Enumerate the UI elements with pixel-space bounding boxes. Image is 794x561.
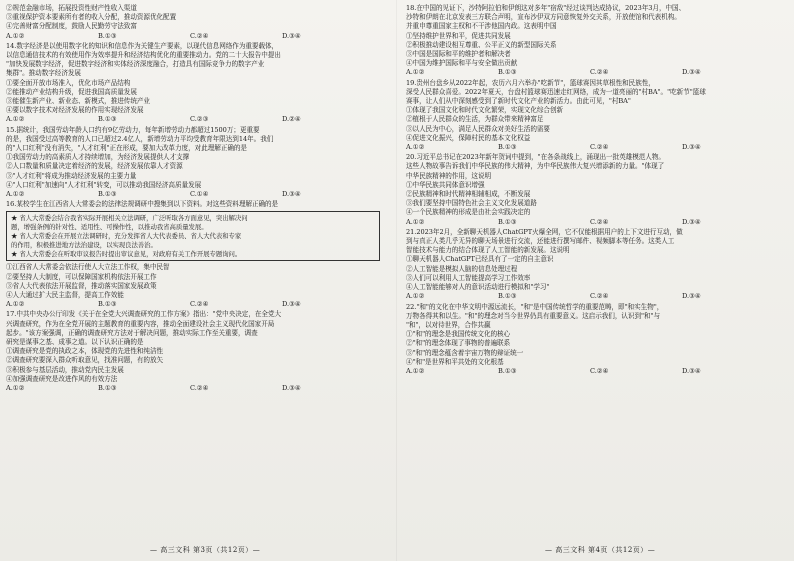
option-a: A.①② <box>6 300 25 309</box>
stem-line: 22."和"的文化在中华文明中源远流长，"和"是中国传统哲学的重要范畴，即"和实生物"， <box>406 302 664 311</box>
q13-tail <box>6 4 380 41</box>
box-line: ★ 省人大常委会在听取审议报告时提出审议意见，对政府有关工作开展专题询问。 <box>11 249 242 258</box>
option-d: D.③④ <box>682 68 701 77</box>
material-box <box>6 211 380 261</box>
item-line: ④"人口红利"加速向"人才红利"转变，可以推动我国经济高质量发展 <box>6 180 202 189</box>
question-16 <box>6 200 380 309</box>
item-line: ④促进文化振兴，保障村民的基本文化权益 <box>406 133 531 142</box>
stem-line: 18.在中国的见证下，沙特阿拉伯和伊朗这对多年"宿敌"经过谈判达成协议，2023年3月，中国、 <box>406 4 686 12</box>
page-footer-left: — 高三文科 第3页（共12页）— <box>150 546 261 554</box>
question-22 <box>406 303 786 377</box>
option-d: D.②④ <box>282 115 301 124</box>
stem-line: 15.据统计，我国劳动年龄人口约有9亿劳动力，每年新增劳动力都超过1500万；更重要 <box>6 125 260 134</box>
item-line: ③省人大代表依法开展监督，推动落实国家发展政策 <box>6 281 157 290</box>
stem-line: 中华民族精神的作用，这说明 <box>406 171 492 180</box>
option-b: B.①③ <box>98 384 117 393</box>
stem-line: 并重申尊重国家主权和不干涉他国内政。这表明中国 <box>406 22 557 31</box>
item-line: ②人工智能是模拟人脑的信息处理过程 <box>406 264 518 273</box>
option-c: C.②④ <box>190 384 209 393</box>
item-line: ③以人民为中心，满足人民群众对美好生活的需要 <box>406 124 550 133</box>
answer-options <box>6 115 380 124</box>
item-line: ③"和"的理念蕴含着宇宙万物的辩证统一 <box>406 348 524 357</box>
option-c: C.②④ <box>590 68 609 77</box>
answer-options <box>6 32 380 41</box>
item-line: ③中国是国际和平的维护者和解决者 <box>406 50 511 59</box>
stem-line: 21.2023年2月，全新聊天机器人ChatGPT火爆全网，它不仅能根据用户的上下文进行互动，做 <box>406 227 683 236</box>
answer-options <box>406 143 786 152</box>
option-d: D.③④ <box>682 292 701 301</box>
option-c: C.②④ <box>190 31 209 40</box>
stem-line: 16.某校学生在江西省人大常委会的法律法规调研中搜集到以下资料。对这些资料理解正确的是 <box>6 200 279 209</box>
stem-line: 深受人民群众喜爱。2022年夏天，台盘村篮球赛迅速走红网络，成为一道亮丽的"村BA"。"吃新节"篮球 <box>406 87 706 96</box>
answer-options <box>6 190 380 199</box>
item-line: ④"和"是世界和平共处的文化根基 <box>406 357 504 366</box>
item-line: ①体现了我国文化和时代文化繁荣，实现文化综合创新 <box>406 106 564 115</box>
item-line: ④一个民族精神的形成是由社会实践决定的 <box>406 208 531 217</box>
option-c: C.②④ <box>190 300 209 309</box>
stem-line: 智能技术与能力的结合体现了人工智能的新发展。这说明 <box>406 246 570 255</box>
stem-line: 起步。"该方案强调，正确的调查研究方法对于解决问题，推动实际工作至关重要，调查 <box>6 328 258 337</box>
answer-options <box>406 292 786 301</box>
option-d: D.③④ <box>282 300 301 309</box>
option-a: A.①② <box>6 115 25 124</box>
question-19 <box>406 79 786 153</box>
option-a: A.①② <box>406 68 425 77</box>
option-a: A.①② <box>406 366 425 375</box>
item-line: ②人口数量和质量决定着经济的发展，经济发展依靠人才资源 <box>6 162 183 171</box>
item-line: ④人工智能能够对人的意识活动进行模拟和"学习" <box>406 283 550 292</box>
option-c: C.②④ <box>590 217 609 226</box>
option-a: A.①② <box>6 190 25 199</box>
stem-line: 的"人口红利"没有消失，"人才红利"正在形成，要加大改革力度，对此理解正确的是 <box>6 144 247 153</box>
stem-line: 20.习近平总书记在2023年新年贺词中提到，"在各条战线上，涌现出一批英雄模范人物。 <box>406 153 665 162</box>
item-line: ②积极推动建设相互尊重、公平正义的新型国际关系 <box>406 40 557 49</box>
stem-line: 以信息通信技术的有效使用作为效率提升和经济结构优化的重要推动力。党的二十大报告中提出 <box>6 51 281 60</box>
option-c: C.②④ <box>590 143 609 152</box>
item-line: ①我国劳动力的高素质人才持续增加，为经济发展提供人才支撑 <box>6 153 190 162</box>
question-18 <box>406 4 786 78</box>
stem-line: 沙特和伊朗在北京发表三方联合声明，宣布沙伊双方同意恢复外交关系，开放使馆和代表机构。 <box>406 13 681 22</box>
item-line: ③积极参与基层活动，推动党内民主发展 <box>6 365 124 374</box>
stem-line: "加快发展数字经济，促进数字经济和实体经济深度融合，打造具有国际竞争力的数字产业 <box>6 60 265 69</box>
item-line: ②民族精神和时代精神相辅相成，不断发展 <box>406 190 531 199</box>
item-line: ①中华民族共同体意识增强 <box>406 180 485 189</box>
option-a: A.①② <box>6 31 25 40</box>
question-15 <box>6 126 380 200</box>
option-d: D.③④ <box>682 366 701 375</box>
option-a: A.①② <box>406 143 425 152</box>
item-line: ①调查研究是党的执政之本，体现党的先进性和纯洁性 <box>6 347 164 356</box>
stem-line: 万物各得其和以生。"和"的理念对当今世界仍具有重要意义。这启示我们，认识到"和"与 <box>406 311 661 320</box>
option-a: A.①② <box>406 217 425 226</box>
option-b: B.①③ <box>498 366 517 375</box>
item-line: ②要坚持人大制度，可以保障国家机构依法开展工作 <box>6 272 157 281</box>
answer-options <box>406 68 786 77</box>
option-d: D.③④ <box>682 143 701 152</box>
item-line: ①要全面开放市场准入，优化市场产品结构 <box>6 78 131 87</box>
item-line: ③重视保护资本要素所有者的收入分配，推动资源优化配置 <box>6 13 177 22</box>
answer-options <box>406 218 786 227</box>
option-b: B.①③ <box>498 68 517 77</box>
option-b: B.①③ <box>98 115 117 124</box>
option-c: C.②④ <box>590 366 609 375</box>
box-line: ★ 省人大常委会结合我省实际开展相关立法调研，广泛听取各方面意见，突出解决问 <box>11 214 248 223</box>
item-line: ②能推动产业结构升级，促进我国高质量发展 <box>6 87 137 96</box>
stem-line: 集群"。推动数字经济发展 <box>6 69 81 78</box>
stem-line: 17.中共中央办公厅印发《关于在全党大兴调查研究的工作方案》指出："党中央决定，在全党大 <box>6 310 282 319</box>
option-b: B.①③ <box>498 217 517 226</box>
option-b: B.①③ <box>498 292 517 301</box>
option-b: B.①③ <box>98 300 117 309</box>
item-line: ①聊天机器人ChatGPT已经具有了一定的自主意识 <box>406 255 554 264</box>
question-14 <box>6 42 380 125</box>
box-line: 题，增强条例的针对性、适用性、可操作性，以推动我省高质量发展。 <box>11 223 208 232</box>
option-c: C.②③ <box>190 115 209 124</box>
item-line: ②"和"的理念体现了事物的普遍联系 <box>406 339 511 348</box>
item-line: ①"和"的理念是我国传统文化的核心 <box>406 330 511 339</box>
box-line: ★ 省人大常委会在开展立法调研时，充分发挥省人大代表委员、省人大代表和专家 <box>11 232 242 241</box>
option-d: D.③④ <box>282 384 301 393</box>
option-b: B.①③ <box>498 143 517 152</box>
answer-options <box>6 384 380 393</box>
item-line: ①坚持维护世界和平，促进共同发展 <box>406 31 511 40</box>
item-line: ④人大通过扩大民主监督，提高工作效能 <box>6 291 124 300</box>
stem-line: 兴调查研究，作为在全党开展的主题教育的重要内容，推动全面建设社会主义现代化国家开局 <box>6 319 275 328</box>
option-a: A.①② <box>406 292 425 301</box>
stem-line: 19.贵州台盘乡从2022年起，农历六月六举办"吃新节"，篮球赛因其草根性和民族性， <box>406 78 655 87</box>
answer-options <box>6 300 380 309</box>
stem-line: 的是，我国受过高等教育的人口已超过2.4亿人，新增劳动力平均受教育年限达到14年。我们 <box>6 134 274 143</box>
option-b: B.①③ <box>98 190 117 199</box>
option-c: C.②④ <box>590 292 609 301</box>
page-footer-right: — 高三文科 第4页（共12页）— <box>545 546 656 554</box>
page-divider <box>396 0 397 561</box>
stem-line: "和"，以对待世界，合作共赢 <box>406 320 491 329</box>
option-d: D.③④ <box>682 217 701 226</box>
stem-line: 研究是谋事之基、成事之道。以下认识正确的是 <box>6 338 144 347</box>
item-line: ③我们要坚持中国特色社会主义文化发展道路 <box>406 199 537 208</box>
item-line: ③"人才红利"将成为推动经济发展的主要力量 <box>6 171 137 180</box>
option-d: D.③④ <box>282 190 301 199</box>
stem-line: 到与真正人类几乎无异的聊天场景进行交流，还能进行撰写邮件、视频脚本等任务。这类人工 <box>406 237 675 246</box>
right-page <box>406 4 786 376</box>
option-b: B.①③ <box>98 31 117 40</box>
left-page <box>6 4 380 393</box>
item-line: ②植根于人民群众的生活，为群众带来精神富足 <box>406 115 544 124</box>
option-a: A.①② <box>6 384 25 393</box>
item-line: ③人们可以利用人工智能提高学习工作效率 <box>406 273 531 282</box>
item-line: ④要以数字技术对经济发展的作用实现经济发展 <box>6 106 144 115</box>
question-20 <box>406 153 786 227</box>
stem-line: 这些人物故事告诉我们中华民族的伟大精神，为中华民族伟大复兴增添新的力量。"体现了 <box>406 162 665 171</box>
item-line: ④加强调查研究是改进作风的有效方法 <box>6 374 118 383</box>
stem-line: 赛事，让人们从中深刻感受到了新时代文化产业的新活力。由此可见，"村BA" <box>406 97 631 106</box>
answer-options <box>406 367 786 376</box>
item-line: ②调查研究要深入群众听取意见，找准问题，有的放矢 <box>6 356 164 365</box>
option-c: C.①④ <box>190 190 209 199</box>
item-line: ①江西省人大常委会依法行使人大立法工作权，集中民智 <box>6 263 170 272</box>
stem-line: 14.数字经济是以使用数字化的知识和信息作为关键生产要素，以现代信息网络作为重要载体， <box>6 41 279 50</box>
item-line: ②规范金融市场，拓展投资性财产性收入渠道 <box>6 4 137 12</box>
question-21 <box>406 228 786 302</box>
option-d: D.③④ <box>282 31 301 40</box>
item-line: ③能催生新产业、新业态、新模式，推进传统产业 <box>6 97 150 106</box>
question-17 <box>6 310 380 393</box>
item-line: ④中国为维护国际和平与安全做出贡献 <box>406 59 518 68</box>
item-line: ④完善财富分配制度，鼓励人民勤劳守法致富 <box>6 22 137 31</box>
box-line: 的作用，积极推进地方法治建设，以实现良法善治。 <box>11 240 157 249</box>
